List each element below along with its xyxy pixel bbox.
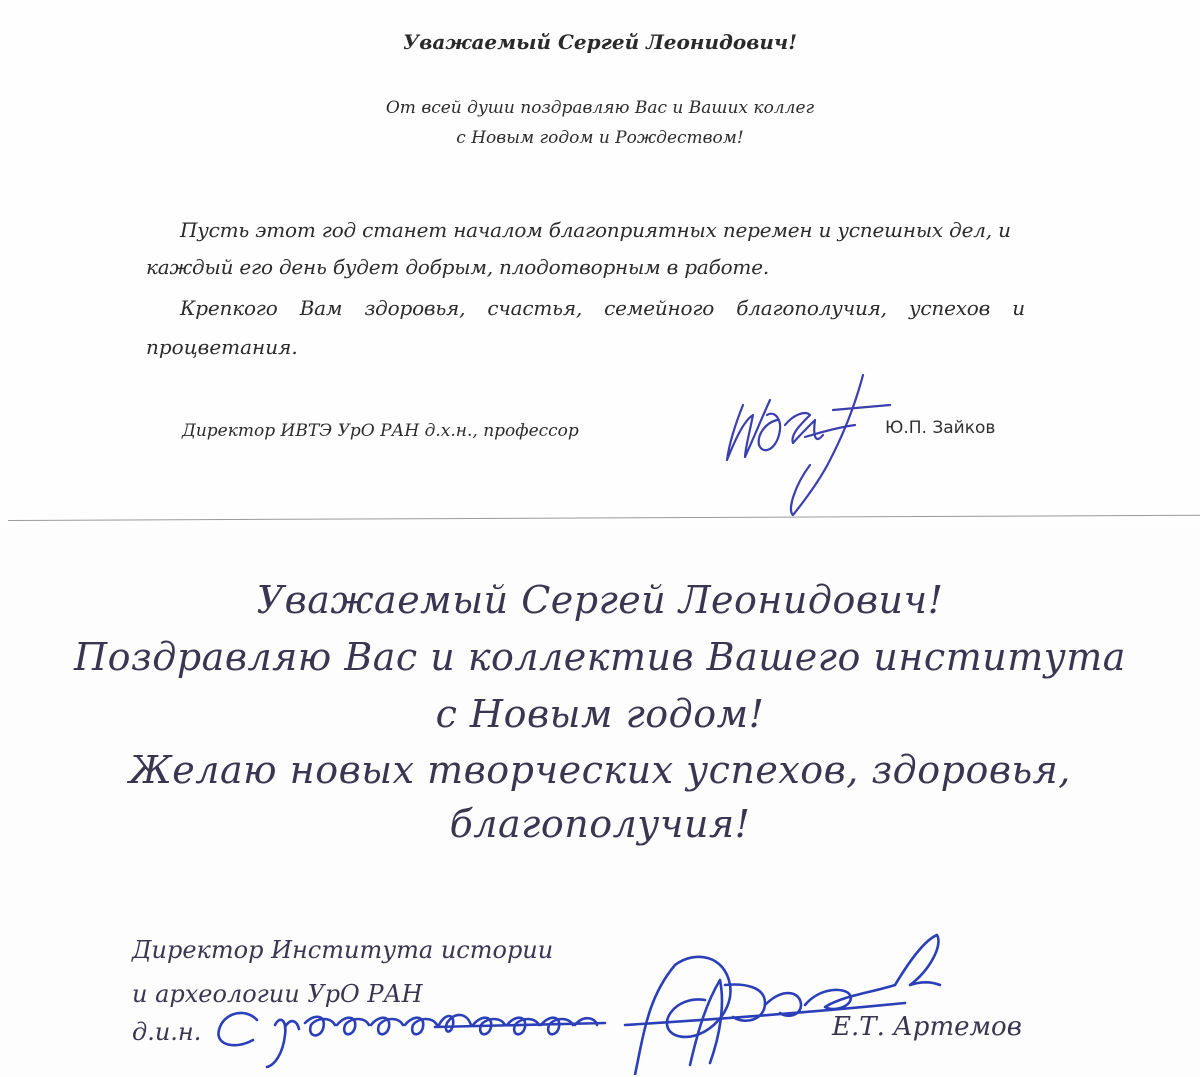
- top-paragraph-1-line-1: Пусть этот год станет началом благоприятных перемен и успешных дел, и: [180, 218, 1011, 242]
- top-greeting: Уважаемый Сергей Леонидович!: [403, 30, 797, 54]
- card-signer-name: Е.Т. Артемов: [832, 1012, 1022, 1042]
- card-greeting: Уважаемый Сергей Леонидович!: [256, 578, 944, 622]
- card-signer-title-line-1: Директор Института истории: [132, 936, 554, 964]
- card-line-3: с Новым годом!: [435, 692, 765, 736]
- top-paragraph-2-line-2: процветания.: [146, 335, 298, 359]
- top-intro-line-1: От всей души поздравляю Вас и Ваших коллег: [385, 98, 815, 118]
- card-line-4: Желаю новых творческих успехов, здоровья,: [129, 748, 1071, 792]
- top-paragraph-2-line-1: Крепкого Вам здоровья, счастья, семейного благополучия, успехов и: [180, 296, 1025, 320]
- top-intro-line-2: с Новым годом и Рождеством!: [456, 128, 744, 148]
- card-signer-title-line-2: и археологии УрО РАН: [132, 980, 423, 1008]
- top-paragraph-1-line-2: каждый его день будет добрым, плодотворным в работе.: [146, 255, 769, 279]
- top-handwritten-signature: [715, 365, 895, 525]
- card-line-2: Поздравляю Вас и коллектив Вашего института: [74, 635, 1126, 679]
- card-signer-title-line-3: д.и.н.: [132, 1018, 202, 1046]
- card-line-5: благополучия!: [449, 802, 751, 846]
- top-signer-name: Ю.П. Зайков: [885, 418, 996, 438]
- top-letter: [0, 0, 1200, 528]
- top-signer-title: Директор ИВТЭ УрО РАН д.х.н., профессор: [182, 421, 579, 441]
- card-handwritten-signature: [205, 925, 945, 1075]
